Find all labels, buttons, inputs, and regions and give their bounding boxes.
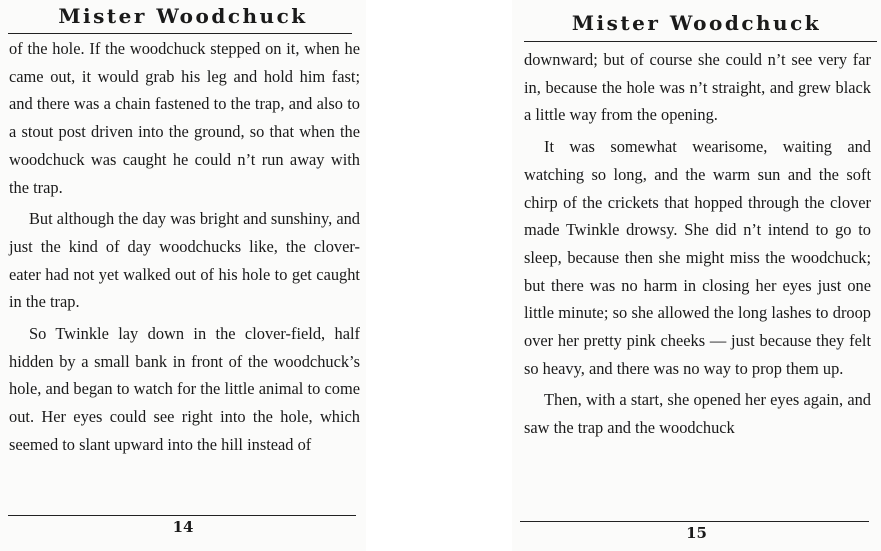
paragraph: So Twinkle lay down in the clover-field, half hidden by a small bank in front of the woodchuck’s hole, and began to watch for the little animal to come out. Her eyes could see right into the hole, which seemed to slant upward into the hill instead of	[9, 324, 360, 454]
page-number: 14	[172, 518, 194, 536]
page-body	[0, 34, 366, 459]
footer-rule	[520, 521, 869, 522]
paragraph: of the hole. If the woodchuck stepped on it, when he came out, it would grab his leg and hold him fast; and there was a chain fastened to the trap, and also to a stout post driven into the ground, so that when the woodchuck was caught he could n’t run away with the trap.	[9, 39, 360, 197]
left-page	[0, 0, 366, 551]
footer-rule	[8, 515, 356, 516]
paragraph: downward; but of course she could n’t see very far in, because the hole was n’t straight, and grew black a little way from the opening.	[524, 50, 871, 125]
page-body	[512, 42, 881, 442]
running-head: Mister Woodchuck	[571, 11, 822, 35]
page-number: 15	[686, 524, 707, 542]
running-head: Mister Woodchuck	[58, 4, 308, 28]
paragraph: Then, with a start, she opened her eyes again, and saw the trap and the woodchuck	[524, 390, 871, 438]
gutter	[366, 0, 512, 551]
right-page	[512, 0, 881, 551]
paragraph: But although the day was bright and sunshiny, and just the kind of day woodchucks like, the clover-eater had not yet walked out of his hole to get caught in the trap.	[9, 209, 360, 312]
paragraph: It was somewhat wearisome, waiting and watching so long, and the warm sun and the soft chirp of the crickets that hopped through the clover made Twinkle drowsy. She did n’t intend to go to sleep, because then she might miss the woodchuck; but there was no harm in closing her eyes just one little minute; so she allowed the long lashes to droop over her pretty pink cheeks — just because they felt so heavy, and there was no way to prop them up.	[524, 137, 871, 378]
